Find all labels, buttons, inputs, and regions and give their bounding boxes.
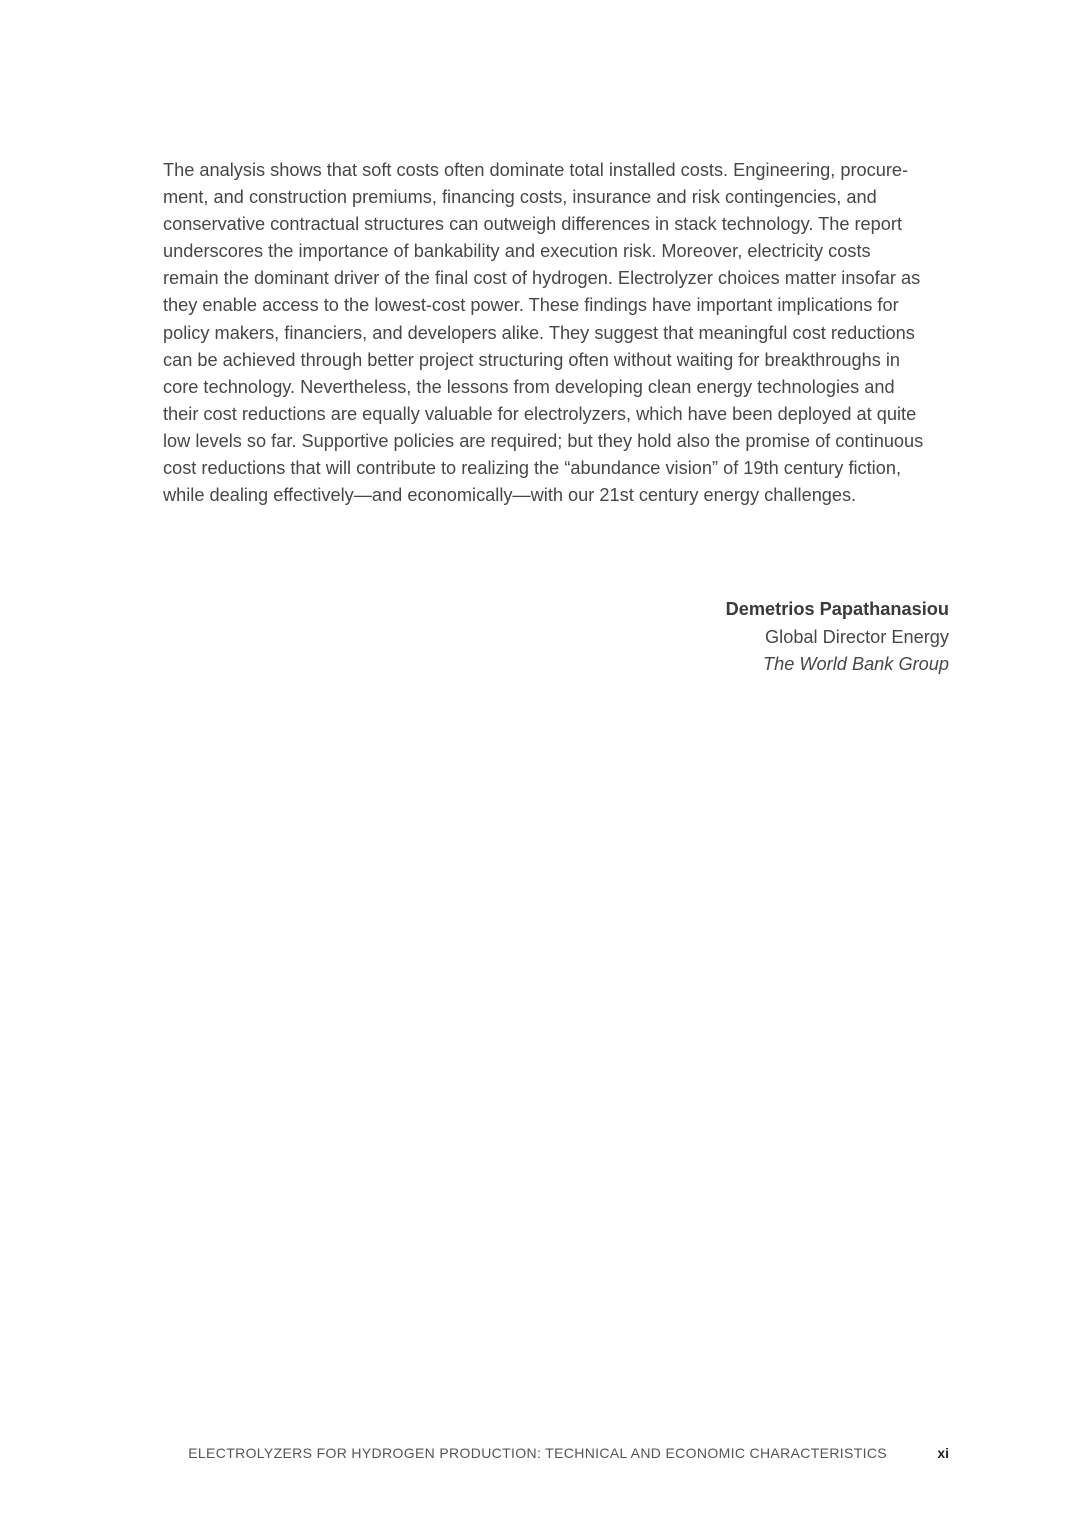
paragraph-line: they enable access to the lowest-cost power. These findings have important implications for [163,295,899,316]
paragraph-line: low levels so far. Supportive policies are required; but they hold also the promise of continuous [163,430,924,451]
paragraph-line: ment, and construction premiums, financing costs, insurance and risk contingencies, and [163,187,877,208]
page-footer [0,1445,1080,1465]
paragraph-line: cost reductions that will contribute to realizing the “abundance vision” of 19th century fiction, [163,458,902,479]
paragraph-line: their cost reductions are equally valuable for electrolyzers, which have been deployed at quite [163,403,917,424]
paragraph-line: while dealing effectively—and economically—with our 21st century energy challenges. [163,485,857,506]
body-paragraph [163,157,949,509]
footer-document-title: ELECTROLYZERS FOR HYDROGEN PRODUCTION: TECHNICAL AND ECONOMIC CHARACTERISTICS [188,1445,887,1461]
signature-block [726,596,949,679]
paragraph-line: underscores the importance of bankability and execution risk. Moreover, electricity costs [163,241,871,262]
paragraph-line: The analysis shows that soft costs often dominate total installed costs. Engineering, procure- [163,160,909,180]
paragraph-line: core technology. Nevertheless, the lessons from developing clean energy technologies and [163,376,895,397]
signatory-organization: The World Bank Group [763,654,949,674]
paragraph-line: policy makers, financiers, and developers alike. They suggest that meaningful cost reductions [163,322,915,343]
signatory-name: Demetrios Papathanasiou [725,599,949,619]
paragraph-line: can be achieved through better project structuring often without waiting for breakthroughs in [163,349,901,370]
page-number: xi [937,1445,949,1461]
paragraph-line: conservative contractual structures can outweigh differences in stack technology. The report [163,214,903,235]
signatory-title: Global Director Energy [765,626,949,647]
paragraph-line: remain the dominant driver of the final cost of hydrogen. Electrolyzer choices matter insofar as [163,268,921,289]
